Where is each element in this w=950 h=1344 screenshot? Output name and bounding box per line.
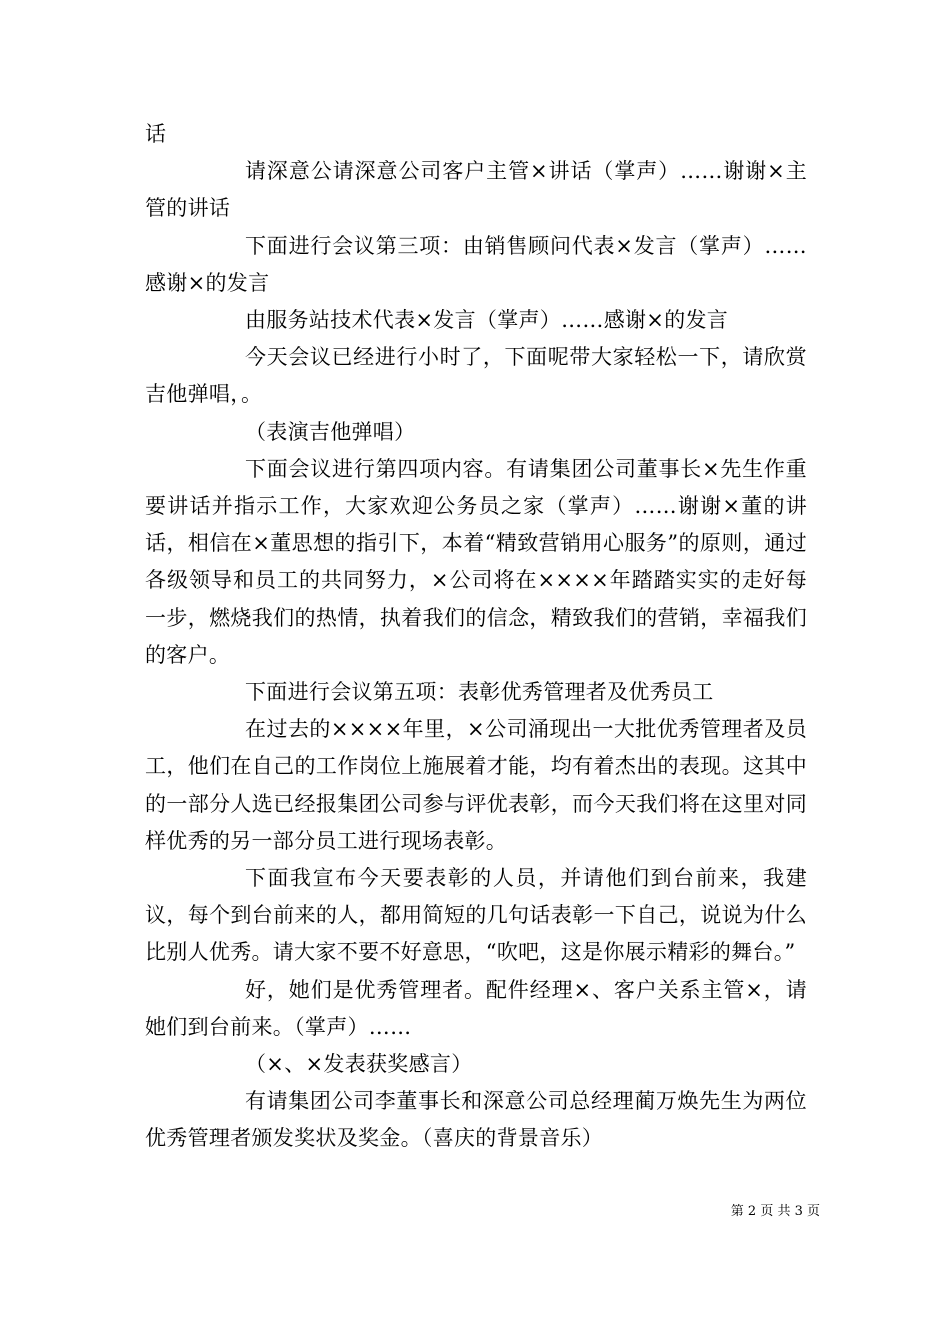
page-number-footer: 第 2 页 共 3 页	[730, 1204, 820, 1219]
paragraph: 请深意公请深意公司客户主管×讲话（掌声）……谢谢×主管的讲话	[145, 159, 807, 221]
paragraph: 下面进行会议第三项：由销售顾问代表×发言（掌声）……感谢×的发言	[145, 233, 807, 295]
paragraph: 下面会议进行第四项内容。有请集团公司董事长×先生作重要讲话并指示工作，大家欢迎公务员之家（掌声）……谢谢×董的讲话，相信在×董思想的指引下，本着“精致营销用心服务”的原则，通过各级领导和员工的共同努力，×公司将在××××年踏踏实实的走好每一步，燃烧我们的热情，执着我们的信念，精致我们的营销，幸福我们的客户。	[145, 456, 807, 667]
paragraph: 下面我宣布今天要表彰的人员，并请他们到台前来，我建议，每个到台前来的人，都用简短的几句话表彰一下自己，说说为什么比别人优秀。请大家不要不好意思，“吹吧，这是你展示精彩的舞台。”	[145, 866, 807, 965]
paragraph: 今天会议已经进行小时了，下面呢带大家轻松一下，请欣赏吉他弹唱，。	[145, 345, 807, 407]
paragraph: （×、×发表获奖感言）	[245, 1052, 473, 1077]
paragraph: 有请集团公司李董事长和深意公司总经理蔺万焕先生为两位优秀管理者颁发奖状及奖金。（喜庆的背景音乐）	[145, 1089, 807, 1151]
paragraph: 在过去的××××年里，×公司涌现出一大批优秀管理者及员工，他们在自己的工作岗位上施展着才能，均有着杰出的表现。这其中的一部分人选已经报集团公司参与评优表彰，而今天我们将在这里对同样优秀的另一部分员工进行现场表彰。	[145, 717, 807, 853]
paragraph: （表演吉他弹唱）	[245, 419, 416, 444]
paragraph: 话	[145, 122, 167, 146]
document-body	[145, 116, 807, 1158]
paragraph: 由服务站技术代表×发言（掌声）……感谢×的发言	[245, 308, 729, 333]
paragraph: 好，她们是优秀管理者。配件经理×、客户关系主管×，请她们到台前来。（掌声）……	[145, 977, 807, 1039]
paragraph: 下面进行会议第五项：表彰优秀管理者及优秀员工	[245, 680, 714, 705]
